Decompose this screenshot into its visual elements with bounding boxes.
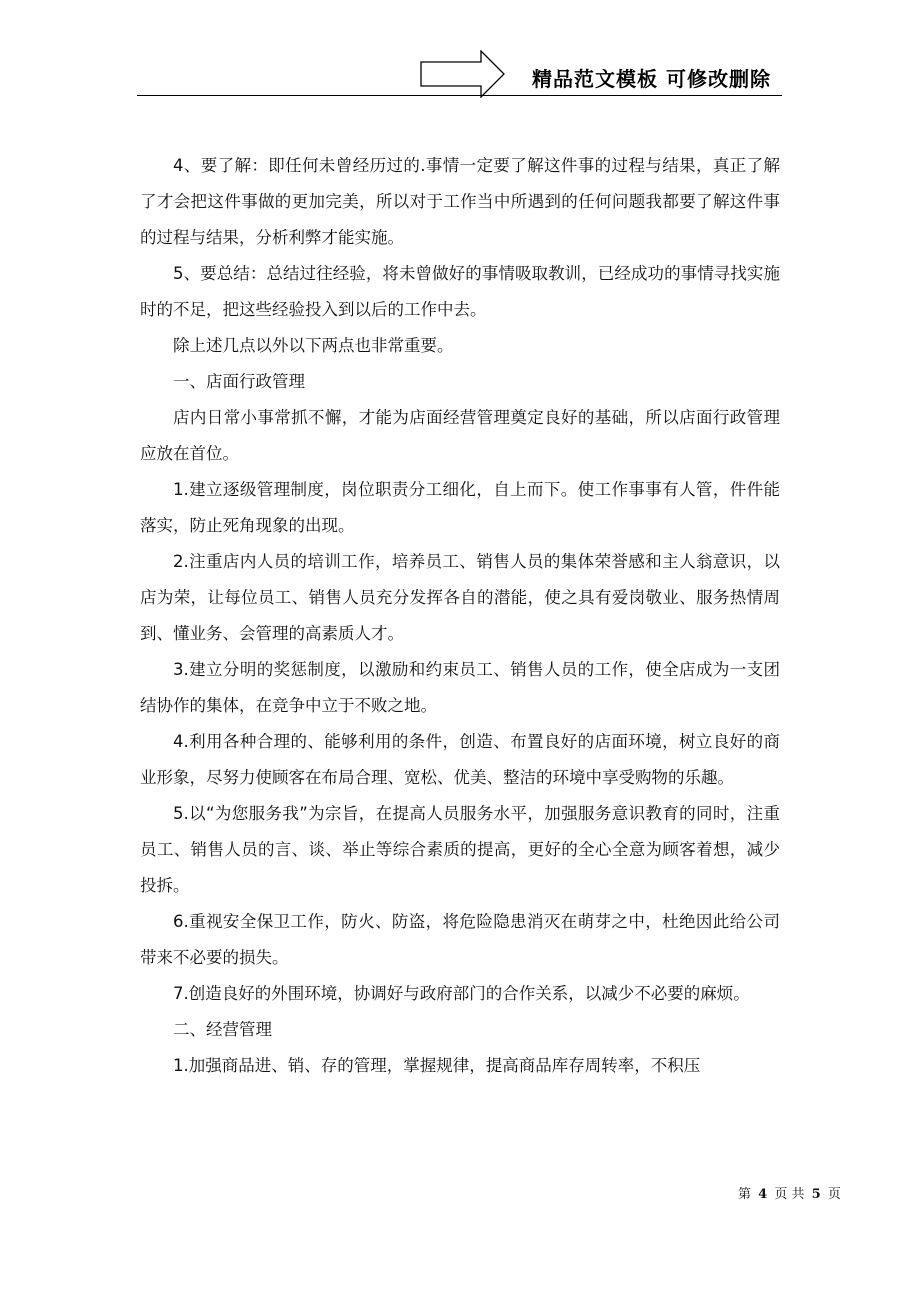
right-arrow-icon: [420, 50, 506, 98]
list-item: 5.以“为您服务我”为宗旨，在提高人员服务水平，加强服务意识教育的同时，注重员工、销售人员的言、谈、举止等综合素质的提高，更好的全心全意为顾客着想，减少投拆。: [140, 804, 780, 895]
footer-suffix: 页: [827, 1187, 841, 1202]
paragraph-summarize: 5、要总结：总结过往经验，将未曾做好的事情吸取教训，已经成功的事情寻找实施时的不足，把这些经验投入到以后的工作中去。: [140, 264, 780, 319]
header-divider: [137, 95, 782, 96]
list-item: 1.建立逐级管理制度，岗位职责分工细化，自上而下。使工作事事有人管，件件能落实，防止死角现象的出现。: [140, 480, 780, 535]
section-heading-admin: 一、店面行政管理: [173, 372, 305, 391]
paragraph-understand: 4、要了解：即任何未曾经历过的.事情一定要了解这件事的过程与结果，真正了解了才会把这件事做的更加完美，所以对于工作当中所遇到的任何问题我都要了解这件事的过程与结果，分析利弊才能实施。: [140, 156, 780, 247]
list-item: 3.建立分明的奖惩制度，以激励和约束员工、销售人员的工作，使全店成为一支团结协作的集体，在竞争中立于不败之地。: [140, 660, 780, 715]
document-body: [140, 148, 780, 1084]
paragraph-intro: 除上述几点以外以下两点也非常重要。: [173, 336, 454, 355]
footer-prefix: 第: [738, 1187, 752, 1202]
page-footer: [738, 1183, 841, 1202]
paragraph-admin-intro: 店内日常小事常抓不懈，才能为店面经营管理奠定良好的基础，所以店面行政管理应放在首位。: [140, 408, 780, 463]
total-pages-number: 5: [811, 1187, 821, 1202]
list-item: 2.注重店内人员的培训工作，培养员工、销售人员的集体荣誉感和主人翁意识，以店为荣，让每位员工、销售人员充分发挥各自的潜能，使之具有爱岗敬业、服务热情周到、懂业务、会管理的高素质人才。: [140, 552, 780, 643]
list-item: 7.创造良好的外围环境，协调好与政府部门的合作关系，以减少不必要的麻烦。: [173, 984, 750, 1003]
footer-middle: 页 共: [774, 1187, 805, 1202]
current-page-number: 4: [758, 1187, 768, 1202]
list-item: 6.重视安全保卫工作，防火、防盗，将危险隐患消灭在萌芽之中，杜绝因此给公司带来不必要的损失。: [140, 912, 780, 967]
section-heading-operations: 二、经营管理: [173, 1020, 272, 1039]
list-item: 1.加强商品进、销、存的管理，掌握规律，提高商品库存周转率，不积压: [173, 1056, 701, 1075]
header-title: 精品范文模板 可修改删除: [532, 67, 771, 91]
list-item: 4.利用各种合理的、能够利用的条件，创造、布置良好的店面环境，树立良好的商业形象，尽努力使顾客在布局合理、宽松、优美、整洁的环境中享受购物的乐趣。: [140, 732, 780, 787]
